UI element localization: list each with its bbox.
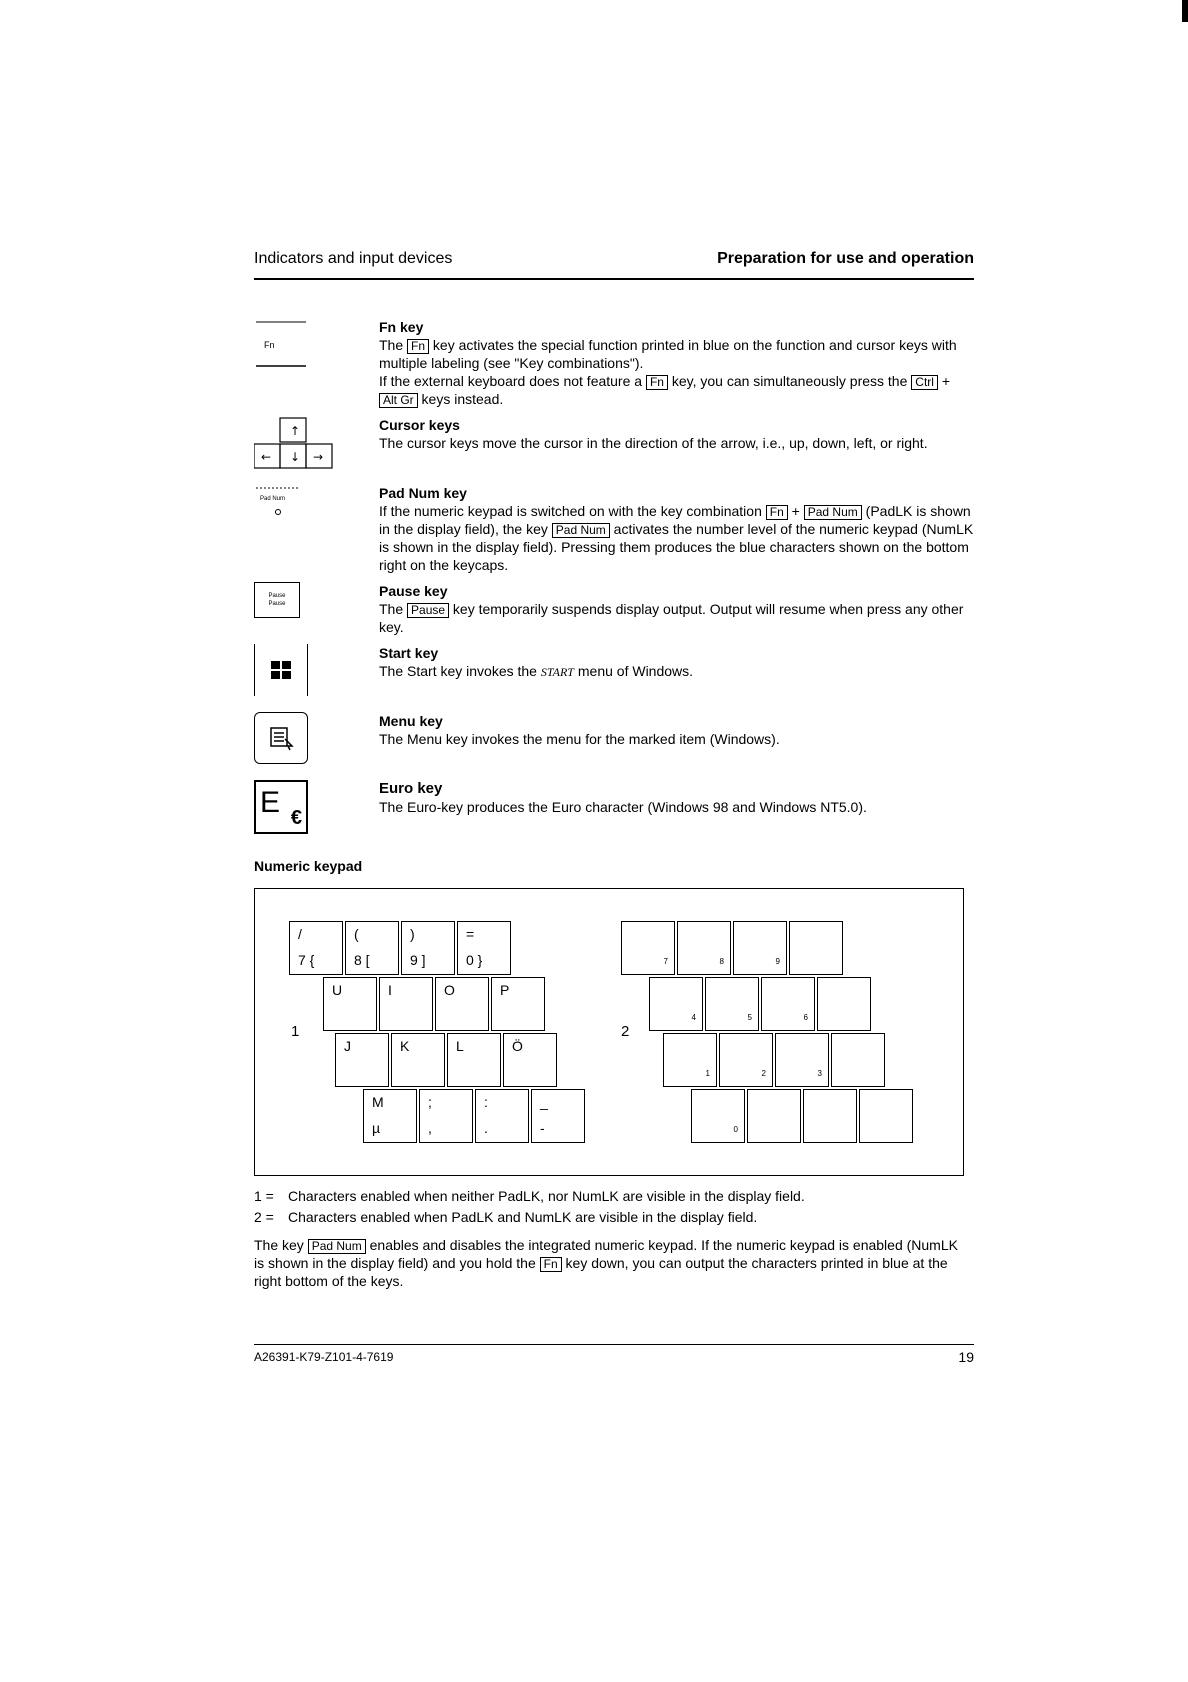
keypad-key [747, 1089, 801, 1143]
pause-key-text: The [379, 601, 408, 617]
cursor-keys-description [379, 416, 979, 452]
key-label-top: L [456, 1038, 464, 1054]
key-label-top: Ö [512, 1038, 523, 1054]
key-label-bottom: 0 } [466, 952, 483, 968]
key-label-top: / [298, 926, 302, 942]
keycap: Fn [540, 1257, 562, 1272]
key-label-numeric: 0 [733, 1125, 738, 1134]
key-label-bottom: , [428, 1120, 432, 1136]
euro-key-icon [254, 780, 314, 832]
keypad-key [491, 977, 545, 1031]
fn-key-text: key, you can simultaneously press the [667, 373, 912, 389]
keypad-key [859, 1089, 913, 1143]
plus-sign: + [937, 373, 951, 389]
euro-key-text: The Euro-key produces the Euro character (Windows 98 and Windows NT5.0). [379, 799, 867, 815]
fn-key-title: Fn key [379, 319, 424, 335]
header-section-right: Preparation for use and operation [717, 250, 974, 267]
keypad-key [649, 977, 703, 1031]
key-label-top: ; [428, 1094, 432, 1110]
keypad-key [761, 977, 815, 1031]
euro-sign-icon: € [290, 807, 302, 829]
keypad-key [663, 1033, 717, 1087]
legend-row [254, 1186, 974, 1207]
keypad-key [531, 1089, 585, 1143]
keypad-key [401, 921, 455, 975]
keypad-key [789, 921, 843, 975]
fn-key-text: key activates the special function printed in blue on the function and cursor keys with multiple labeling (see "Key combinations"). [379, 337, 957, 371]
keypad-key [289, 921, 343, 975]
key-label-numeric: 4 [691, 1013, 696, 1022]
keypad-paragraph [254, 1236, 966, 1290]
key-label-top: J [344, 1038, 351, 1054]
svg-text:←: ← [261, 450, 272, 464]
pad-num-key-text: (PadLK is shown in the display field), the key [379, 503, 971, 537]
numeric-keypad-figure [254, 888, 964, 1176]
keycap: Fn [407, 339, 429, 354]
pause-key-icon-label: Pause [268, 593, 286, 599]
keycap: Fn [766, 505, 788, 520]
key-label-top: P [500, 982, 510, 998]
keypad-key [803, 1089, 857, 1143]
key-label-numeric: 6 [803, 1013, 808, 1022]
keypad-key [435, 977, 489, 1031]
pad-num-key-text: If the numeric keypad is switched on with the key combination [379, 503, 766, 519]
key-label-bottom: 8 [ [354, 952, 370, 968]
svg-text:↓: ↓ [290, 450, 301, 464]
keycap: Pad Num [308, 1239, 366, 1254]
euro-key-letter: E [260, 786, 281, 819]
svg-text:Pad Num: Pad Num [260, 496, 286, 502]
start-menu-name: START [540, 665, 574, 679]
keypad-key [475, 1089, 529, 1143]
page-number: 19 [958, 1349, 974, 1365]
page-edge-mark [1182, 0, 1188, 22]
keypad-key [323, 977, 377, 1031]
key-label-top: ( [354, 926, 359, 942]
pad-num-key-description [379, 484, 979, 574]
pad-num-key-icon [254, 484, 314, 536]
keycap: Pause [407, 603, 449, 618]
page-footer [254, 1344, 974, 1365]
key-label-top: _ [540, 1094, 548, 1110]
start-key-description [379, 644, 979, 681]
start-key-text: menu of Windows. [573, 663, 694, 679]
legend-text: Characters enabled when PadLK and NumLK are visible in the display field. [288, 1209, 758, 1225]
pause-key-icon-label: Pause [268, 601, 286, 607]
keypad-key [363, 1089, 417, 1143]
keypad-label-2: 2 [621, 1023, 630, 1040]
fn-key-icon [254, 318, 314, 370]
key-label-bottom: 9 ] [410, 952, 426, 968]
key-label-numeric: 3 [817, 1069, 822, 1078]
page-header [254, 248, 974, 280]
keypad-key [457, 921, 511, 975]
pause-key-icon [254, 582, 314, 634]
svg-text:→: → [313, 450, 324, 464]
key-label-top: M [372, 1094, 384, 1110]
windows-logo-icon [254, 644, 314, 696]
menu-key-text: The Menu key invokes the menu for the marked item (Windows). [379, 731, 780, 747]
menu-key-icon [254, 712, 314, 764]
keycap: Fn [646, 375, 668, 390]
menu-key-title: Menu key [379, 713, 443, 729]
key-label-bottom: . [484, 1120, 488, 1136]
keypad-key [831, 1033, 885, 1087]
key-label-top: U [332, 982, 343, 998]
cursor-keys-text: The cursor keys move the cursor in the direction of the arrow, i.e., up, down, left, or right. [379, 435, 928, 451]
svg-text:↑: ↑ [290, 424, 301, 438]
key-label-bottom: 7 { [298, 952, 315, 968]
euro-key-description [379, 780, 979, 816]
keypad-key [775, 1033, 829, 1087]
cursor-keys-icon [254, 416, 324, 468]
key-label-top: I [388, 982, 392, 998]
keypad-key [503, 1033, 557, 1087]
pause-key-description [379, 582, 979, 636]
key-label-numeric: 8 [719, 957, 724, 966]
euro-key-title: Euro key [379, 780, 443, 797]
key-label-numeric: 1 [705, 1069, 710, 1078]
keypad-key [419, 1089, 473, 1143]
key-label-numeric: 5 [747, 1013, 752, 1022]
header-section-left: Indicators and input devices [254, 250, 453, 267]
keypad-key [705, 977, 759, 1031]
key-label-top: : [484, 1094, 488, 1110]
pad-num-key-title: Pad Num key [379, 485, 467, 501]
fn-key-text: The [379, 337, 408, 353]
paragraph-text: key down, you can output the characters printed in blue at the right bottom of the keys. [254, 1255, 948, 1289]
keypad-key [691, 1089, 745, 1143]
keycap: Pad Num [804, 505, 862, 520]
pad-num-key-text: activates the number level of the numeric keypad (NumLK is shown in the display field). Pressing them produces the blue characters shown on the bottom right on the keycaps. [379, 521, 974, 573]
keypad-key [447, 1033, 501, 1087]
keypad-key [345, 921, 399, 975]
key-label-numeric: 2 [761, 1069, 766, 1078]
fn-key-text: If the external keyboard does not feature a [379, 373, 646, 389]
plus-sign: + [787, 503, 804, 519]
keycap: Ctrl [911, 375, 938, 390]
keypad-key [677, 921, 731, 975]
pause-key-title: Pause key [379, 583, 448, 599]
paragraph-text: enables and disables the integrated numeric keypad. If the numeric keypad is enabled (NumLK is shown in the display field) and you hold the [254, 1237, 958, 1271]
legend-text: Characters enabled when neither PadLK, nor NumLK are visible in the display field. [288, 1188, 805, 1204]
document-number: A26391-K79-Z101-4-7619 [254, 1350, 394, 1364]
key-label-bottom: µ [372, 1120, 381, 1136]
keypad-key [335, 1033, 389, 1087]
key-label-top: ) [410, 926, 415, 942]
legend-row [254, 1207, 974, 1228]
fn-key-description [379, 318, 979, 408]
key-label-top: = [466, 926, 475, 942]
key-label-top: O [444, 982, 455, 998]
fn-key-icon-label: Fn [264, 340, 275, 350]
keypad-key [719, 1033, 773, 1087]
keypad-key [379, 977, 433, 1031]
key-label-numeric: 7 [663, 957, 668, 966]
keypad-key [817, 977, 871, 1031]
keypad-key [733, 921, 787, 975]
start-key-text: The Start key invokes the [379, 663, 541, 679]
key-label-top: K [400, 1038, 410, 1054]
keycap: Pad Num [552, 523, 610, 538]
legend-number: 2 = [254, 1209, 274, 1225]
key-label-numeric: 9 [775, 957, 780, 966]
legend-number: 1 = [254, 1188, 274, 1204]
section-title: Numeric keypad [254, 858, 363, 874]
keypad-label-1: 1 [291, 1023, 300, 1040]
pause-key-text: key temporarily suspends display output. Output will resume when press any other key. [379, 601, 964, 635]
fn-key-text: keys instead. [417, 391, 504, 407]
keypad-key [621, 921, 675, 975]
keycap: Alt Gr [379, 393, 418, 408]
start-key-title: Start key [379, 645, 439, 661]
key-label-bottom: - [540, 1120, 545, 1136]
cursor-keys-title: Cursor keys [379, 417, 460, 433]
menu-key-description [379, 712, 979, 748]
keypad-key [391, 1033, 445, 1087]
figure-legend [254, 1186, 974, 1228]
paragraph-text: The key [254, 1237, 308, 1253]
